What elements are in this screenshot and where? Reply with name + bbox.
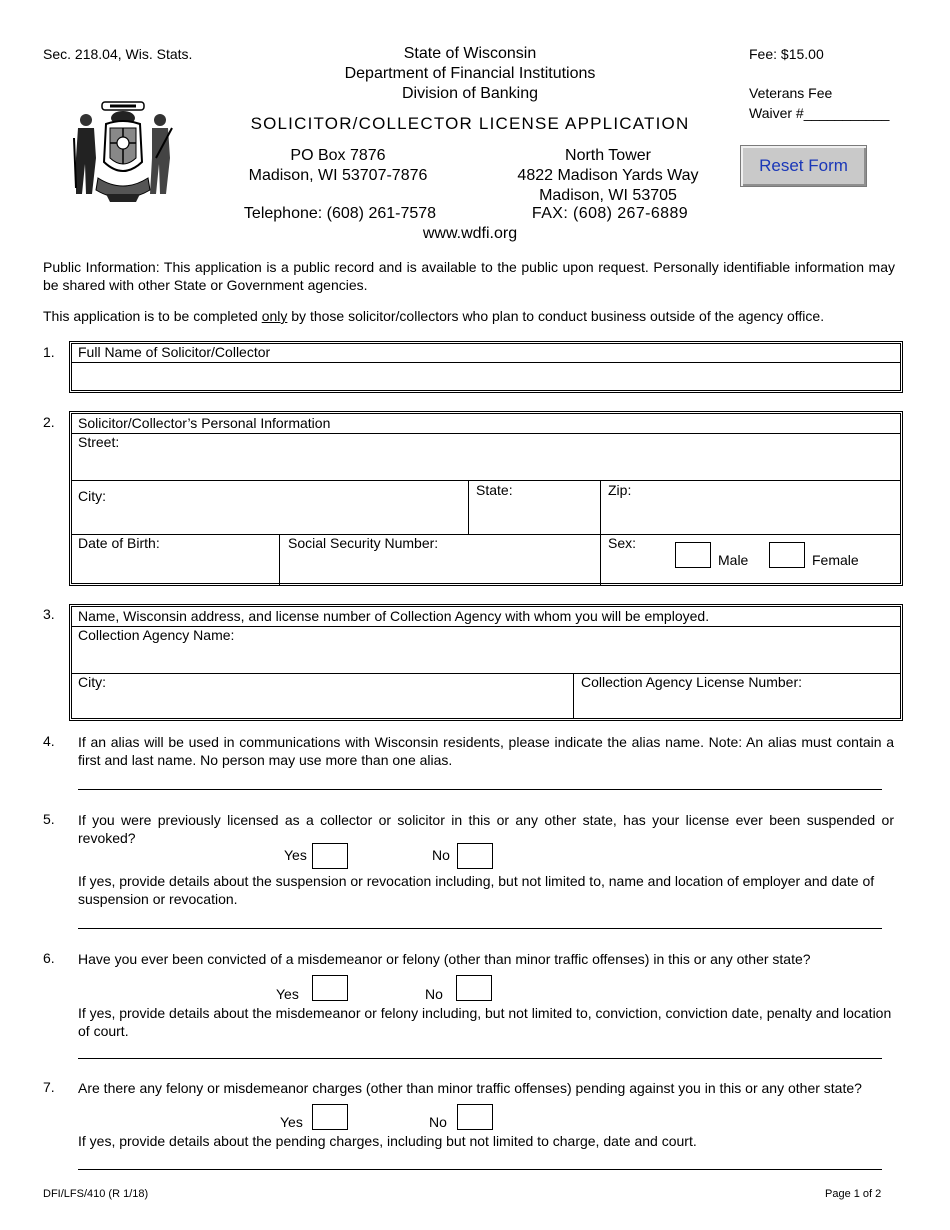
female-label: Female — [812, 552, 859, 568]
q5-no-label: No — [432, 847, 450, 863]
question-5-text: If you were previously licensed as a collector or solicitor in this or any other state, has your license ever been suspended or revoked? — [78, 812, 894, 846]
city-label: City: — [78, 488, 106, 504]
section-3-number: 3. — [43, 606, 55, 622]
sex-label: Sex: — [608, 535, 637, 551]
agency-license-label: Collection Agency License Number: — [581, 674, 803, 690]
full-name-input[interactable] — [72, 363, 900, 390]
question-6-details: If yes, provide details about the misdemeanor or felony including, but not limited to, conviction, conviction date, penalty and location of court. — [78, 1005, 892, 1039]
agency-city-input[interactable] — [72, 674, 572, 718]
ssn-input[interactable] — [280, 535, 599, 586]
agency-name-label: Collection Agency Name: — [78, 627, 235, 643]
fee-label: Fee: $15.00 — [749, 46, 824, 62]
agency-license-input[interactable] — [574, 674, 900, 718]
question-5-number: 5. — [43, 811, 55, 827]
section-1-box — [69, 341, 903, 393]
q6-yes-checkbox[interactable] — [312, 975, 348, 1001]
full-name-label: Full Name of Solicitor/Collector — [78, 344, 271, 360]
question-4-number: 4. — [43, 733, 55, 749]
personal-info-label: Solicitor/Collector’s Personal Information — [78, 415, 331, 431]
veterans-fee-label: Veterans Fee — [749, 85, 833, 101]
telephone: Telephone: (608) 261-7578 — [243, 205, 437, 222]
male-checkbox[interactable] — [675, 542, 711, 568]
form-title: SOLICITOR/COLLECTOR LICENSE APPLICATION — [250, 114, 690, 133]
question-4-text: If an alias will be used in communications with Wisconsin residents, please indicate the alias name. Note: An alias must contain a first and last name. No person may use more than one alias. — [78, 734, 894, 768]
division-name: Division of Banking — [401, 85, 539, 102]
q5-yes-checkbox[interactable] — [312, 843, 348, 869]
tower-name: North Tower — [565, 147, 651, 164]
alias-input[interactable] — [78, 789, 882, 790]
question-5-details: If yes, provide details about the suspension or revocation including, but not limited to, name and location of employer and date of suspension or revocation. — [78, 873, 875, 907]
section-2-box — [69, 411, 903, 586]
public-information-notice: Public Information: This application is a public record and is available to the public upon request. Personally identifiable information may be shared with other State or Government agencies. — [43, 259, 895, 293]
q5-details-input[interactable] — [78, 928, 882, 929]
section-2-number: 2. — [43, 414, 55, 430]
q6-no-checkbox[interactable] — [456, 975, 492, 1001]
section-3-box — [69, 604, 903, 721]
fax: FAX: (608) 267-6889 — [531, 205, 689, 222]
question-6-number: 6. — [43, 950, 55, 966]
q7-no-label: No — [429, 1114, 447, 1130]
q6-details-input[interactable] — [78, 1058, 882, 1059]
usage-text-after: by those solicitor/collectors who plan to conduct business outside of the agency office. — [287, 308, 825, 324]
q7-yes-label: Yes — [280, 1114, 303, 1130]
zip-input[interactable] — [601, 481, 900, 533]
veterans-fee-waiver — [749, 83, 889, 123]
question-7-details: If yes, provide details about the pending charges, including but not limited to charge, date and court. — [78, 1133, 697, 1149]
city-input[interactable] — [72, 481, 468, 533]
zip-label: Zip: — [608, 482, 632, 498]
state-label: State: — [476, 482, 513, 498]
agency-header — [240, 44, 700, 104]
form-id: DFI/LFS/410 (R 1/18) — [43, 1188, 149, 1200]
question-7-number: 7. — [43, 1079, 55, 1095]
section-1-number: 1. — [43, 344, 55, 360]
dob-input[interactable] — [72, 535, 278, 586]
po-city: Madison, WI 53707-7876 — [248, 167, 428, 184]
street-line: 4822 Madison Yards Way — [517, 167, 699, 184]
veterans-waiver-number[interactable]: Waiver #___________ — [749, 105, 890, 121]
agency-name-input[interactable] — [72, 627, 900, 673]
street-label: Street: — [78, 434, 120, 450]
street-address — [498, 146, 718, 206]
department-name: Department of Financial Institutions — [344, 65, 596, 82]
question-7-text: Are there any felony or misdemeanor charges (other than minor traffic offenses) pending against you in this or any other state? — [78, 1080, 862, 1096]
q5-no-checkbox[interactable] — [457, 843, 493, 869]
website-link[interactable]: www.wdfi.org — [422, 225, 518, 242]
q6-yes-label: Yes — [276, 986, 299, 1002]
statute-reference: Sec. 218.04, Wis. Stats. — [43, 46, 193, 62]
agency-info-label: Name, Wisconsin address, and license number of Collection Agency with whom you will be employed. — [78, 608, 710, 624]
po-box: PO Box 7876 — [290, 147, 386, 164]
q7-details-input[interactable] — [78, 1169, 882, 1170]
usage-text-before: This application is to be completed — [43, 308, 262, 324]
mailing-address — [238, 146, 438, 186]
female-checkbox[interactable] — [769, 542, 805, 568]
q7-yes-checkbox[interactable] — [312, 1104, 348, 1130]
q6-no-label: No — [425, 986, 443, 1002]
usage-notice — [43, 308, 903, 324]
street-city: Madison, WI 53705 — [539, 187, 677, 204]
state-input[interactable] — [469, 481, 599, 533]
question-6-text: Have you ever been convicted of a misdemeanor or felony (other than minor traffic offenses) in this or any other state? — [78, 951, 811, 967]
street-input[interactable] — [72, 434, 900, 480]
usage-emphasis: only — [261, 308, 288, 324]
state-name: State of Wisconsin — [403, 45, 537, 62]
reset-form-button[interactable]: Reset Form — [740, 145, 867, 187]
agency-city-label: City: — [78, 674, 106, 690]
dob-label: Date of Birth: — [78, 535, 160, 551]
q5-yes-label: Yes — [284, 847, 307, 863]
q7-no-checkbox[interactable] — [457, 1104, 493, 1130]
page-number: Page 1 of 2 — [825, 1188, 882, 1200]
male-label: Male — [718, 552, 749, 568]
ssn-label: Social Security Number: — [288, 535, 439, 551]
wisconsin-seal-icon — [66, 98, 180, 210]
